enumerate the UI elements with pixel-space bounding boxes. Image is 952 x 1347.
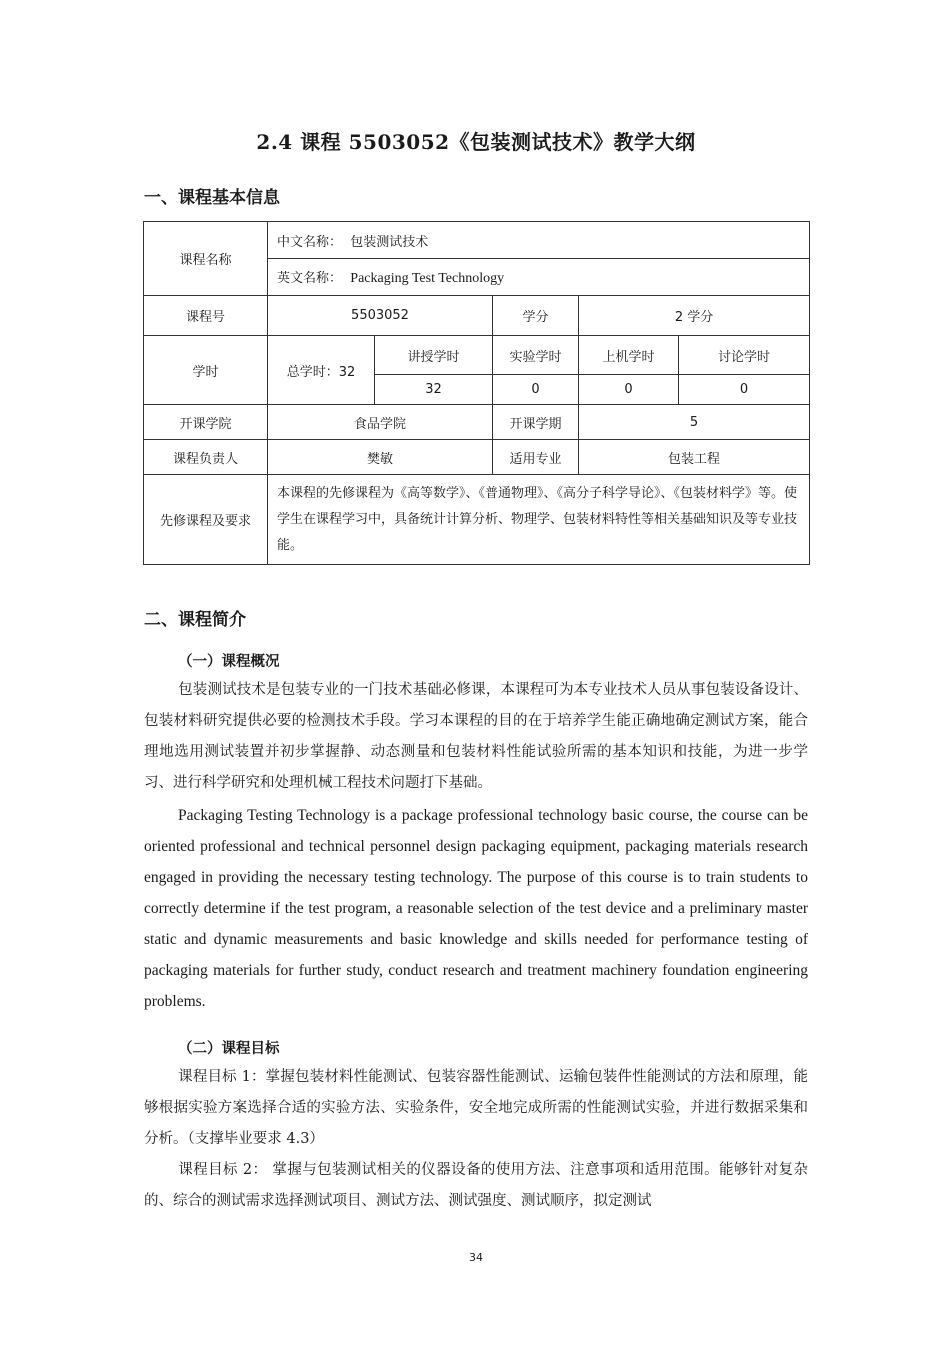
subsection-heading-goals: （二）课程目标: [178, 1041, 280, 1057]
table-row: [144, 475, 810, 565]
paragraph-intro-cn-text: 包装测试技术是包装专业的一门技术基础必修课，本课程可为本专业技术人员从事包装设备设计、包装材料研究提供必要的检测技术手段。学习本课程的目的在于培养学生能正确地确定测试方案，能合理地选用测试装置并初步掌握静、动态测量和包装材料性能试验所需的基本知识和技能，为进一步学习、进行科学研究和处理机械工程技术问题打下基础。: [144, 682, 808, 791]
en-name-label: 英文名称：: [277, 271, 343, 286]
course-no-label: 课程号: [144, 296, 268, 336]
discussion-hours-label: 讨论学时: [679, 336, 810, 375]
paragraph-intro-en: [144, 800, 808, 1017]
computer-hours-value: 0: [579, 375, 679, 405]
college-value: 食品学院: [268, 405, 493, 440]
lab-hours-label: 实验学时: [493, 336, 579, 375]
paragraph-goal-1-text: 课程目标 1：掌握包装材料性能测试、包装容器性能测试、运输包装件性能测试的方法和原理，能够根据实验方案选择合适的实验方法、实验条件，安全地完成所需的性能测试实验，并进行数据采集和分析。（支撑毕业要求 4.3）: [144, 1069, 808, 1147]
page-number: 34: [469, 1251, 483, 1264]
major-label: 适用专业: [493, 440, 579, 475]
subsection-heading-overview: （一）课程概况: [178, 654, 280, 670]
paragraph-goal-2: [144, 1155, 808, 1217]
paragraph-goal-2-text: 课程目标 2： 掌握与包装测试相关的仪器设备的使用方法、注意事项和适用范围。能够针对复杂的、综合的测试需求选择测试项目、测试方法、测试强度、测试顺序，拟定测试: [144, 1162, 808, 1209]
section-heading-intro: 二、课程简介: [144, 610, 246, 630]
course-name-label: 课程名称: [144, 222, 268, 296]
discussion-hours-value: 0: [679, 375, 810, 405]
semester-label: 开课学期: [493, 405, 579, 440]
computer-hours-label: 上机学时: [579, 336, 679, 375]
course-no-value: 5503052: [268, 296, 493, 336]
en-name-value: Packaging Test Technology: [350, 271, 505, 286]
table-row: [144, 440, 810, 475]
lab-hours-value: 0: [493, 375, 579, 405]
leader-label: 课程负责人: [144, 440, 268, 475]
hours-label: 学时: [144, 336, 268, 405]
prereq-value: 本课程的先修课程为《高等数学》、《普通物理》、《高分子科学导论》、《包装材料学》等。使学生在课程学习中，具备统计计算分析、物理学、包装材料特性等相关基础知识及等专业技能。: [268, 475, 810, 565]
lecture-hours-label: 讲授学时: [375, 336, 493, 375]
paragraph-intro-en-text: Packaging Testing Technology is a package professional technology basic course, the course can be oriented professional and technical personnel design packaging equipment, packaging materials research engaged in providing the necessary testing technology. The purpose of this course is to train students to correctly determine if the test program, a reasonable selection of the test device and a preliminary master static and dynamic measurements and basic knowledge and skills needed for performance testing of packaging materials for further study, conduct research and treatment machinery foundation engineering problems.: [144, 807, 808, 1010]
lecture-hours-value: 32: [375, 375, 493, 405]
table-row: [144, 405, 810, 440]
cn-name-cell: [268, 222, 810, 259]
credit-label: 学分: [493, 296, 579, 336]
table-row: [144, 296, 810, 336]
cn-name-value: 包装测试技术: [350, 234, 429, 250]
en-name-cell: [268, 259, 810, 296]
document-title: 2.4 课程 5503052《包装测试技术》教学大纲: [256, 130, 696, 154]
paragraph-intro-cn: [144, 675, 808, 799]
paragraph-goal-1: [144, 1062, 808, 1155]
total-hours: 总学时：32: [268, 336, 375, 405]
table-row: [144, 222, 810, 259]
college-label: 开课学院: [144, 405, 268, 440]
table-row: [144, 336, 810, 375]
leader-value: 樊敏: [268, 440, 493, 475]
credit-value: 2 学分: [579, 296, 810, 336]
course-info-table: [143, 221, 810, 565]
cn-name-label: 中文名称：: [277, 234, 343, 250]
major-value: 包装工程: [579, 440, 810, 475]
semester-value: 5: [579, 405, 810, 440]
prereq-label: 先修课程及要求: [144, 475, 268, 565]
section-heading-basic-info: 一、课程基本信息: [144, 188, 280, 208]
